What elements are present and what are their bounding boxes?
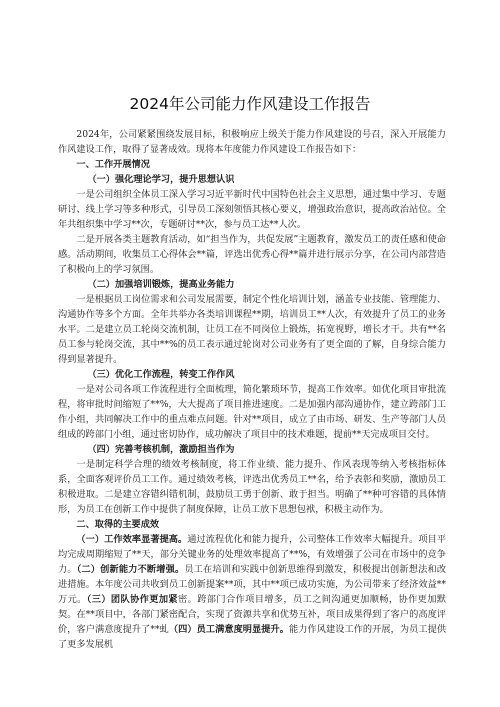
result-text: 虬 — [159, 624, 169, 635]
result-text: 密。跨部门合作项目增多，员工之间沟通更加顺畅，协作更加默契。在**项目中，各部门紧密配合，实现了资源共享和优势互补，项目成果得到了客户的高度评价，客户满意度提升了** — [58, 594, 447, 635]
intro-paragraph: 2024年，公司紧紧围绕发展目标，积极响应上级关于能力作风建设的号召，深入开展能力作风建设工作，取得了显著成效。现将本年度能力作风建设工作报告如下： — [58, 129, 446, 155]
result-text: 通过流程优化和能力提升，公司整体工作效率大幅提升。项目平均完成周期缩短了**天，部分关键业务的处理效率提高了**%，有效增强了公司在市场中的竞争力。 — [58, 534, 447, 575]
section-heading: 一、工作开展情况 — [76, 159, 150, 170]
body-paragraph: 一是制定科学合理的绩效考核制度，将工作业绩、能力提升、作风表现等纳入考核指标体系，全面客观评价员工工作。通过绩效考核，评选出优秀员工**名，给予表彰和奖励，激励员工积极进取。二是建立容错纠错机制，鼓励员工勇于创新、敢于担当。明确了**种可容错的具体情形，为员工在创新工作中提供了制度保障，让员工放下思想包袱，积极主动作为。 — [58, 459, 446, 515]
body-paragraph: 一是根据员工岗位需求和公司发展需要，制定个性化培训计划，涵盖专业技能、管理能力、沟通协作等多个方面。全年共举办各类培训课程**期，培训员工**人次，有效提升了员工的业务水平。二是建立员工轮岗交流机制，让员工在不同岗位上锻炼，拓宽视野，增长才干。共有**名员工参与轮岗交流，其中**%的员工表示通过轮岗对公司业务有了更全面的了解，自身综合能力得到显著提升。 — [58, 294, 446, 365]
result-lead: （三）团队协作更加紧 — [86, 594, 179, 605]
result-lead: （二）创新能力不断增强。 — [76, 564, 185, 575]
result-lead: （一）工作效率显著提高。 — [76, 534, 188, 545]
subsection-heading: （二）加强培训锻炼，提高业务能力 — [87, 279, 235, 290]
subsection-heading: （三）优化工作流程，转变工作作风 — [87, 369, 235, 380]
body-paragraph: 一是公司组织全体员工深入学习习近平新时代中国特色社会主义思想，通过集中学习、专题研讨、线上学习等多种形式，引导员工深刻领悟其核心要义，增强政治意识，提高政治站位。全年共组织集中学习**次，专题研讨**次，参与员工达**人次。 — [58, 189, 446, 230]
section-heading: 二、取得的主要成效 — [76, 519, 160, 530]
page-title: 2024年公司能力作风建设工作报告 — [129, 95, 371, 113]
report-body — [58, 127, 446, 652]
body-paragraph: 二是开展各类主题教育活动，如“担当作为，共促发展”主题教育，激发员工的责任感和使命感。活动期间，收集员工心得体会**篇，评选出优秀心得**篇并进行展示分享，在公司内部营造了积极向上的学习氛围。 — [58, 234, 446, 275]
results-paragraph — [58, 532, 446, 652]
body-paragraph: 一是对公司各项工作流程进行全面梳理，简化繁琐环节，提高工作效率。如优化项目审批流程，将审批时间缩短了**%，大大提高了项目推进速度。二是加强内部沟通协作，建立跨部门工作小组，共同解决工作中的重点难点问题。针对**项目，成立了由市场、研发、生产等部门人员组成的跨部门小组，通过密切协作，成功解决了项目中的技术难题，提前**天完成项目交付。 — [58, 384, 446, 440]
subsection-heading: （一）强化理论学习，提升思想认识 — [87, 174, 235, 185]
result-lead: （四）员工满意度明显提升。 — [168, 624, 290, 635]
subsection-heading: （四）完善考核机制，激励担当作为 — [87, 444, 235, 455]
result-text: 员工在培训和实践中创新思维得到激发，积极提出创新想法和改进措施。本年度公司共收到员工创新提案**项，其中**项已成功实施，为公司带来了经济效益**万元。 — [58, 564, 447, 605]
result-text: 能力作风建设工作的开展，为员工提供了更多发展机 — [58, 624, 447, 650]
